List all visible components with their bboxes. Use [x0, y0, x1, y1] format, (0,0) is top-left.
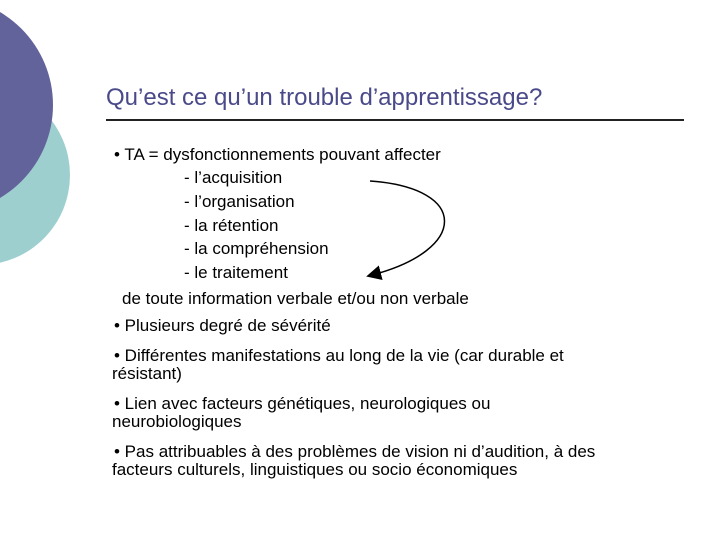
sub-item-acquisition: - l’acquisition	[184, 168, 283, 187]
bullet-vision-line2: facteurs culturels, linguistiques ou socio économiques	[112, 460, 518, 479]
bullet-vision-line1: • Pas attribuables à des problèmes de vision ni d’audition, à des	[114, 442, 596, 461]
sub-item-comprehension: - la compréhension	[184, 239, 329, 258]
bullet-severite: • Plusieurs degré de sévérité	[114, 316, 331, 335]
title-underline	[106, 119, 684, 121]
sub-item-organisation: - l’organisation	[184, 192, 295, 211]
slide-title: Qu’est ce qu’un trouble d’apprentissage?	[106, 84, 543, 111]
bullet-facteurs-line2: neurobiologiques	[112, 412, 242, 431]
bullet-ta-intro: • TA = dysfonctionnements pouvant affecter	[114, 145, 441, 164]
sub-item-traitement: - le traitement	[184, 263, 288, 282]
bullet-manifestations-line2: résistant)	[112, 364, 182, 383]
sub-item-retention: - la rétention	[184, 216, 279, 235]
bullet-manifestations-line1: • Différentes manifestations au long de la vie (car durable et	[114, 346, 564, 365]
bullet-ta-outro: de toute information verbale et/ou non verbale	[122, 289, 469, 308]
bullet-facteurs-line1: • Lien avec facteurs génétiques, neurologiques ou	[114, 394, 491, 413]
